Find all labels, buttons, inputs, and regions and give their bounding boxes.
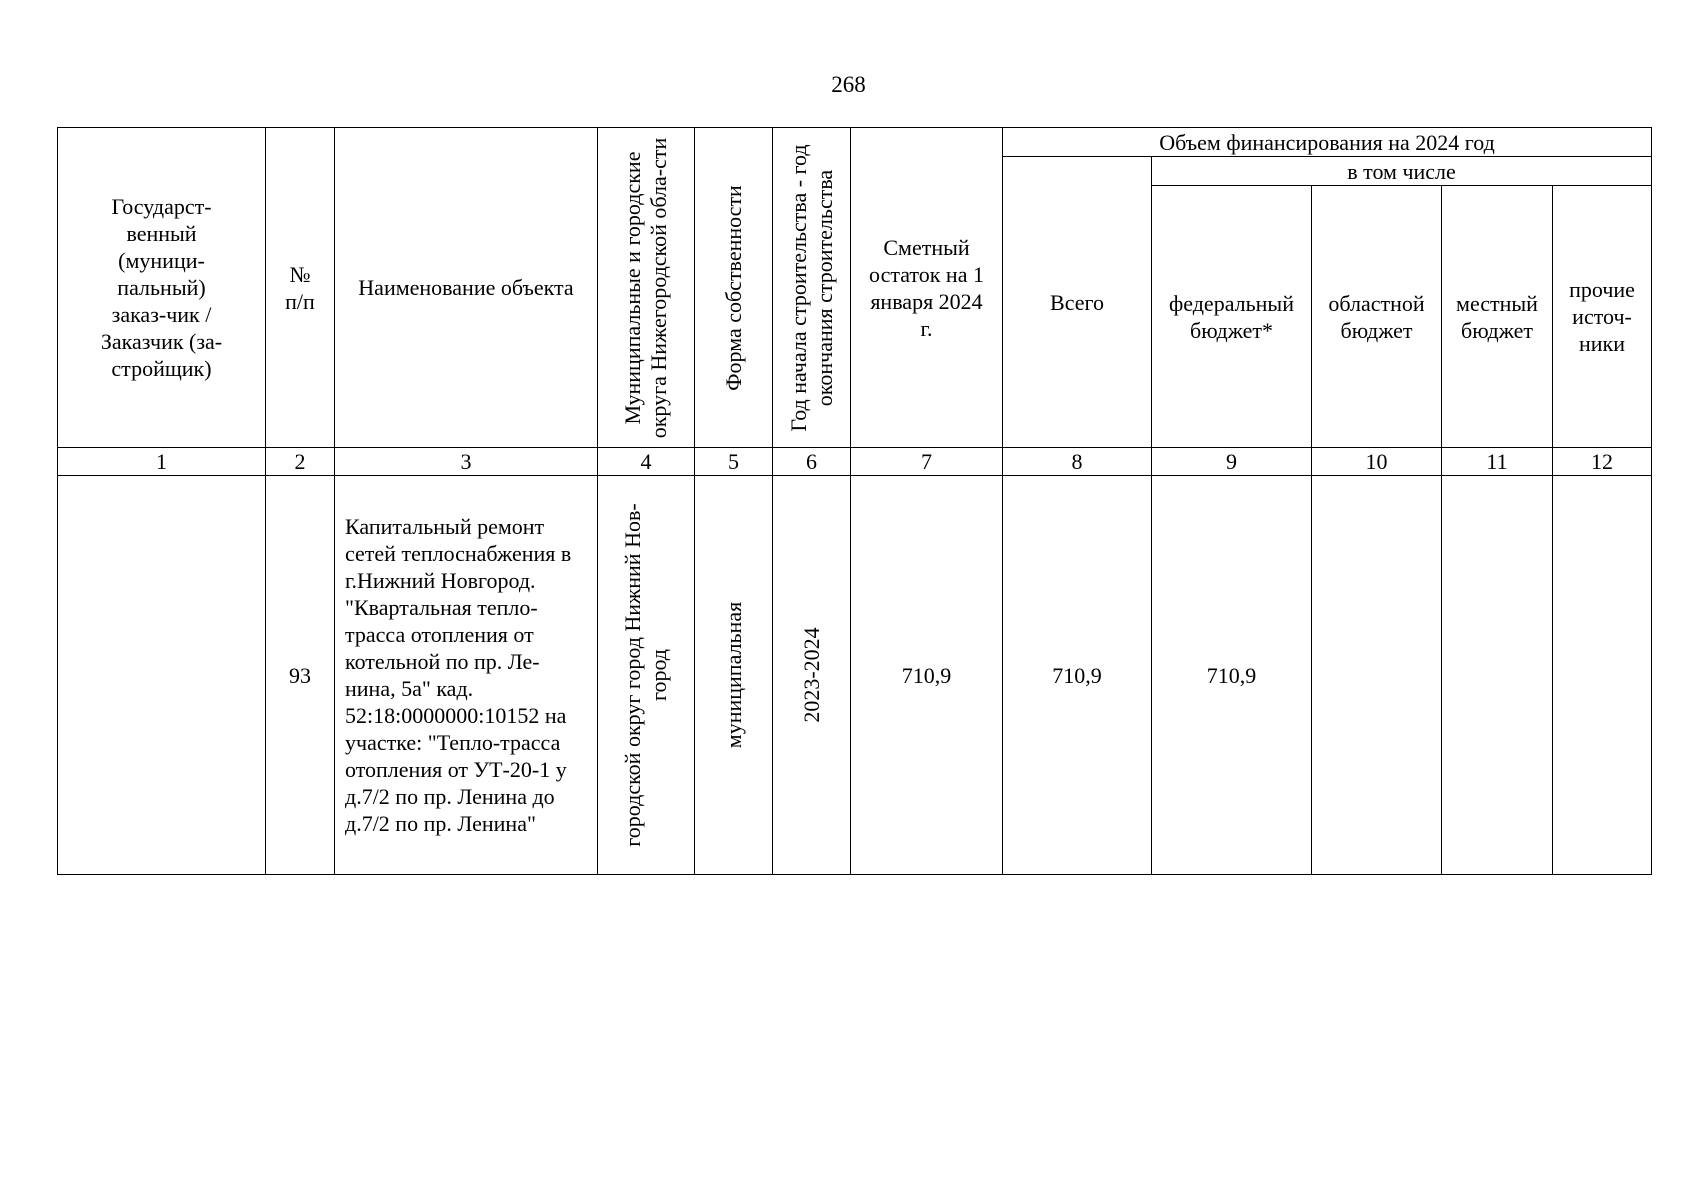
- row-ownership: муниципальная: [695, 476, 773, 875]
- column-number: 10: [1312, 448, 1442, 476]
- header-including: в том числе: [1152, 157, 1652, 186]
- header-federal: федеральный бюджет*: [1152, 186, 1312, 448]
- row-municipality: городской округ город Нижний Нов-город: [598, 476, 695, 875]
- header-total: Всего: [1003, 157, 1152, 448]
- table-row: [58, 476, 1652, 875]
- financing-table: [57, 127, 1652, 875]
- row-estimate-remainder: 710,9: [851, 476, 1003, 875]
- row-years: 2023-2024: [773, 476, 851, 875]
- column-number: 11: [1442, 448, 1553, 476]
- row-number: 93: [266, 476, 335, 875]
- header-municipalities: Муниципальные и городские округа Нижегородской обла-сти: [598, 128, 695, 448]
- header-estimate-remainder: Сметный остаток на 1 января 2024 г.: [851, 128, 1003, 448]
- column-number: 1: [58, 448, 266, 476]
- page-number: 268: [831, 72, 866, 97]
- column-number: 4: [598, 448, 695, 476]
- header-regional: областной бюджет: [1312, 186, 1442, 448]
- row-customer: [58, 476, 266, 875]
- header-customer: Государст-венный (муници-пальный) заказ-чик / Заказчик (за-стройщик): [58, 128, 266, 448]
- header-ownership: Форма собственности: [695, 128, 773, 448]
- header-object-name: Наименование объекта: [335, 128, 598, 448]
- column-number: 9: [1152, 448, 1312, 476]
- column-number: 7: [851, 448, 1003, 476]
- header-local: местный бюджет: [1442, 186, 1553, 448]
- column-numbers-row: [58, 448, 1652, 476]
- column-number: 5: [695, 448, 773, 476]
- row-object-name: Капитальный ремонт сетей теплоснабжения в г.Нижний Новгород. "Квартальная тепло-трасса отопления от котельной по пр. Ле-нина, 5а" кад. 52:18:0000000:10152 на участке: "Тепло-трасса отопления от УТ-20-1 у д.7/2 по пр. Ленина до д.7/2 по пр. Ленина": [335, 476, 598, 875]
- row-other: [1553, 476, 1652, 875]
- header-row-1: [58, 128, 1652, 157]
- column-number: 3: [335, 448, 598, 476]
- row-local: [1442, 476, 1553, 875]
- header-number: № п/п: [266, 128, 335, 448]
- column-number: 6: [773, 448, 851, 476]
- column-number: 8: [1003, 448, 1152, 476]
- row-regional: [1312, 476, 1442, 875]
- header-years: Год начала строительства - год окончания строительства: [773, 128, 851, 448]
- column-number: 12: [1553, 448, 1652, 476]
- header-funding-volume: Объем финансирования на 2024 год: [1003, 128, 1652, 157]
- row-total: 710,9: [1003, 476, 1152, 875]
- column-number: 2: [266, 448, 335, 476]
- row-federal: 710,9: [1152, 476, 1312, 875]
- header-other: прочие источ-ники: [1553, 186, 1652, 448]
